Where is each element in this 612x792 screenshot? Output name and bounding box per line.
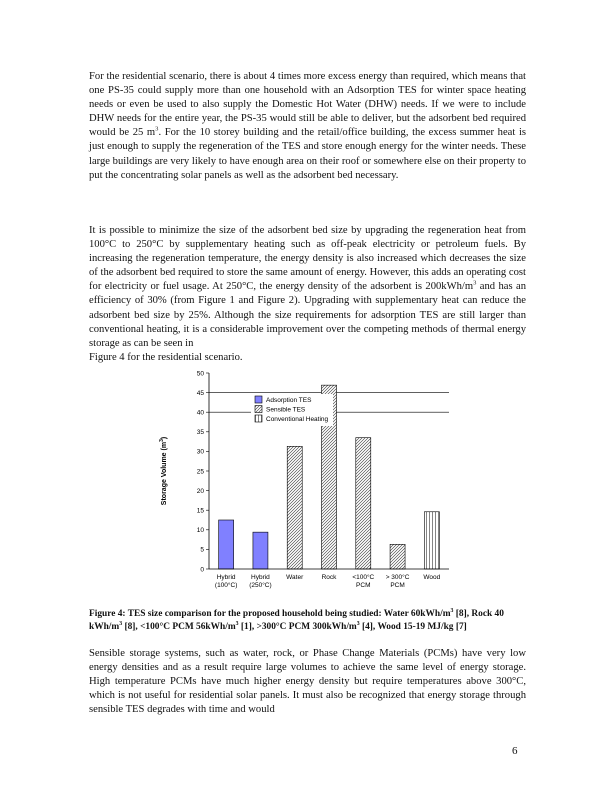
y-tick-label: 35 [196, 429, 204, 437]
legend-label-adsorption: Adsorption TES [266, 397, 312, 404]
legend-label-sensible: Sensible TES [266, 406, 306, 414]
x-tick-label: Water [286, 574, 304, 581]
x-axis-labels [215, 573, 441, 589]
y-tick-label: 0 [200, 566, 204, 574]
x-tick-label: > 300°C [385, 574, 410, 581]
y-tick-label: 5 [200, 546, 204, 554]
x-tick-label: Hybrid [216, 574, 236, 581]
y-tick-label: 45 [196, 389, 204, 397]
storage-volume-bar-chart [152, 366, 472, 606]
x-tick-label-line2: PCM [390, 582, 405, 589]
paragraph-1: For the residential scenario, there is about 4 times more excess energy than required, which means that one PS-35 could supply more than one household with an Adsorption TES for winter space heating needs or even be used to also supply the Domestic Hot Water (DHW) needs. If we were to include DHW needs for the entire year, the PS-35 would still be able to deliver, but the adsorbent bed required would be 25 $m^3$. For the 10 storey building and the retail/office building, the excess summer heat is just enough to supply the regeneration of the TES and store enough energy for the winter needs. These large buildings are very likely to have enough area on their roof or somewhere else on their property to put the concentrating solar panels as well as the adsorbent bed necessary. [89, 71, 527, 181]
y-tick-label: 40 [196, 409, 204, 417]
x-tick-label-line2: (100°C) [214, 582, 238, 589]
legend-swatch-conventional [255, 415, 262, 422]
bar--100-c-pcm [356, 438, 371, 569]
bar-hybrid-250-c- [253, 532, 268, 569]
y-axis-title: Storage Volume $(m^3)$ [159, 436, 168, 506]
y-tick-label: 50 [196, 370, 204, 378]
paragraph-2: It is possible to minimize the size of the adsorbent bed size by upgrading the regeneration heat from 100°C to 250°C by supplementary heating such as off-peak electricity or petroleum fuels. By increasing the regeneration temperature, the energy density is also increased which decreases the size of the adsorbent bed required to store the same amount of energy. However, this adds an operating cost for electricity or fuel usage. At 250°C, the energy density of the adsorbent is $200kWh/m^3$ and has an efficiency of 30% (from Figure 1 and Figure 2). Upgrading with supplementary heat can reduce the adsorbent bed size by 25%. Although the size requirements for adsorption TES are still larger than conventional heating, it is a considerable improvement over the competing methods of thermal energy storage as can be seen in Figure 4 for the residential scenario. [89, 224, 526, 365]
paragraph-3: Sensible storage systems, such as water, rock, or Phase Change Materials (PCMs) have very low energy densities and as a result require large volumes to achieve the same level of energy storage. High temperature PCMs have much higher energy density but require temperatures above 300°C, which is not useful for residential solar panels. It must also be recognized that energy storage through sensible TES degrades with time and would [89, 648, 526, 716]
bar--300-c-pcm [390, 544, 405, 569]
x-tick-label-line2: (250°C) [249, 582, 272, 589]
y-tick-label: 15 [196, 507, 204, 515]
bar-wood [424, 512, 439, 569]
legend-swatch-adsorption [255, 396, 262, 403]
x-tick-label: Wood [423, 574, 441, 581]
bar-water [287, 446, 302, 569]
paragraph-2-figure-reference: Figure 4 for the residential scenario. [89, 351, 243, 363]
x-tick-label: <100°C [352, 574, 375, 581]
y-tick-label: 20 [196, 487, 204, 495]
y-axis-ticks [197, 370, 209, 573]
y-tick-label: 25 [196, 468, 204, 476]
x-tick-label-line2: PCM [356, 582, 371, 589]
x-tick-label: Hybrid [251, 574, 270, 581]
legend-swatch-sensible [255, 406, 262, 413]
chart-legend [251, 394, 333, 426]
x-tick-label: Rock [321, 574, 337, 581]
figure-caption: Figure 4: TES size comparison for the proposed household being studied: Water $60kWh/m^3$ [8], Rock 40 kWh/$m^3$ [8], <100°C PCM $56kWh/m^3$ [1], >300°C PCM $300kWh/m^3$ [4], Wood 15-19 MJ/kg [7] [89, 607, 504, 632]
legend-label-conventional: Conventional Heating [266, 416, 329, 423]
page-number: 6 [512, 745, 518, 757]
y-tick-label: 30 [196, 448, 204, 456]
bar-hybrid-100-c- [219, 520, 234, 569]
y-tick-label: 10 [196, 527, 204, 535]
